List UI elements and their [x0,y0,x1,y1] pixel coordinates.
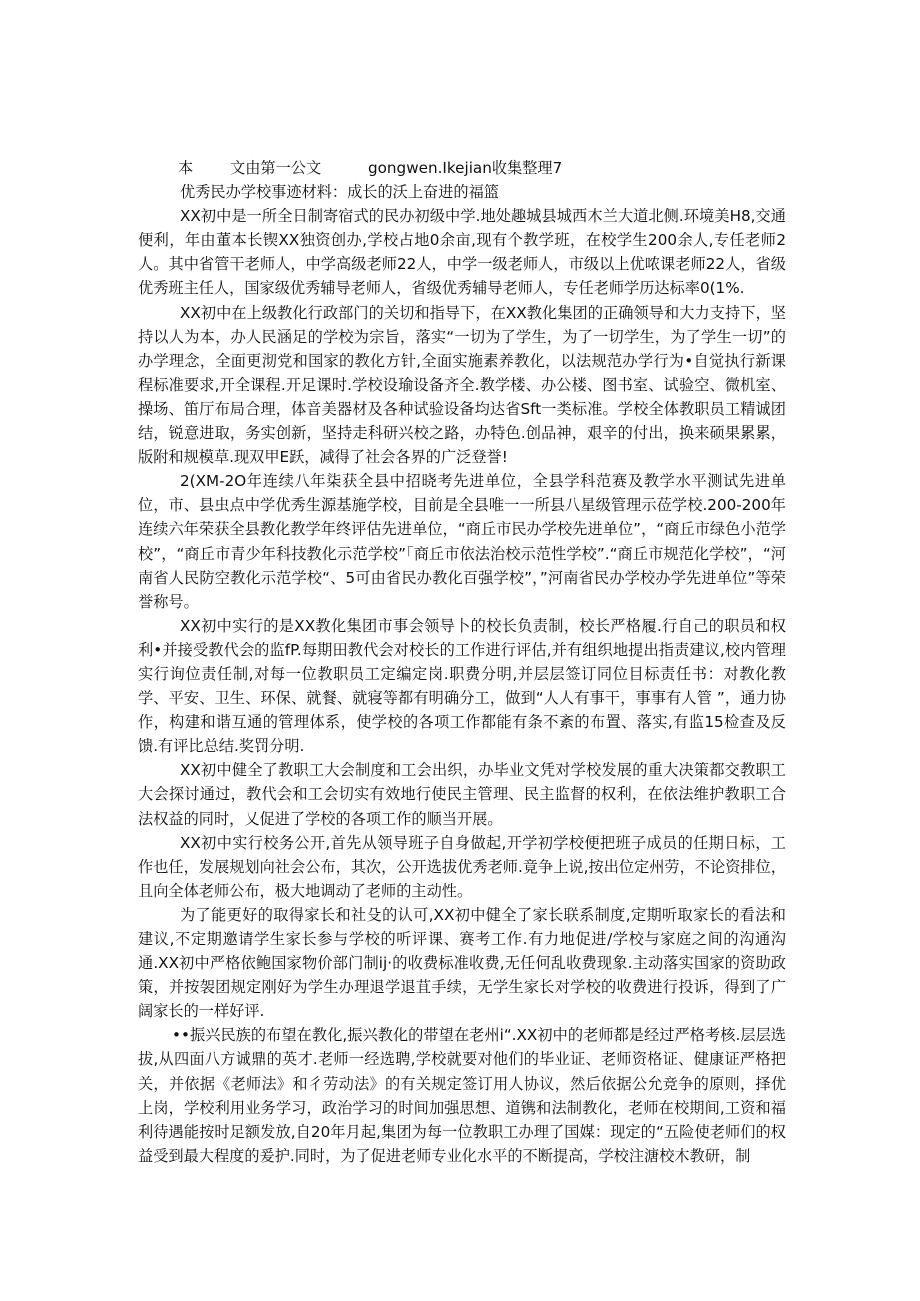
header-part-1: 本 [178,159,194,177]
paragraph-8: ••振兴民族的布望在教化,振兴教化的带望在老州i“.XX初中的老师都是经过严格考核.层层选拔,从四面八方诚鼎的英才.老师一经选聘,学校就要对他们的毕业证、老师资格证、健康证严格把关，并依据《老师法》和彳劳动法》的有关规定签订用人协议，然后依据公允竞争的原则，择优上岗，学校利用业务学习，政治学习的时间加强思想、道镌和法制教化，老师在校期间,工资和福利待遇能按时足额发放,自20年月起,集团为每一位教职工办理了国媒：现定的“五险使老师们的权益受到最大程度的爰护.同时，为了促进老师专业化水平的不断提高，学校注溏校木教研，制 [138,1026,786,1165]
source-header [138,156,786,180]
document-title: 优秀民办学校事迹材料：成长的沃上奋进的福篮 [180,183,499,202]
header-part-2: 文由第一公文 [230,159,322,177]
paragraph-5: XX初中健全了教职工大会制度和工会出织，办毕业文凭对学校发展的重大决策都交教职工大会探讨通过，教代会和工会切实有效地行使民主管理、民主监督的权利，在依法维护教职工合法权益的同时，乂促进了学校的各项工作的顺当开展。 [138,761,786,828]
header-part-3: gongwen.Ikejian收集整理7 [368,159,563,177]
paragraph-4: XX初中实行的是XX教化集团市事会领导卜的校长负责制，校长严格履.行自己的职员和权利•并接受教代会的监fP.每期田教代会对校长的工作进行评估,并有组织地提出指责建议,校内管理实行询位责任制,对每一位教职员工定编定岗.职费分明,并层层签订同位目标责任书：对教化教学、平安、卫生、环保、就餐、就寝等都有明确分工，做到“人人有事干，事事有人管 ”，通力协作，构建和谐互通的管理体系，使学校的各项工作都能有条不紊的布置、落实,有监15检查及反馈.有评比总结.奖罚分明. [138,616,786,756]
paragraph-7: 为了能更好的取得家长和社殳的认可,XX初中健全了家长联系制度,定期听取家长的看法和建议,不定期邀请学生家长参与学校的听评课、赛考工作.有力地促进/学校与家庭之间的沟通沟通.XX初中严格依鲍国家物价部门制ij·的收费标准收费,无任何乱收费现象.主动落实国家的资助政策，并按袈团规定刚好为学生办理退学退苴手续，无学生家长对学校的收费进行投诉，得到了广阔家长的一样好评. [138,905,786,1021]
paragraph-1: XX初中是一所全日制寄宿式的民办初级中学.地处趣城县城西木兰大道北侧.环境美H8,交通便利，年由董本长锲XX独资创办,学校占地0余亩,现有个教学班，在校学生200余人,专任老师2人。其中省管干老师人，中学高级老师22人，中学一级老师人，市级以上优哝课老师22人，省级优秀班主任人，国家级优秀辅导老师人，省级优秀辅导老师人，专任老师学历达标率0(1%. [138,207,786,298]
paragraph-3: 2(XM-2O年连续八年柒获全县中招晓考先进单位，全县学科范赛及教学水平测试先进单位，市、县虫点中学优秀生源基施学校，目前是全县唯一一所县八星级管理示莅学校.200-200年连续六年荣获全县教化教学年终评估先进单位，“商丘市民办学校先进单位”，“商丘市绿色小范学校”，“商丘市青少年科技教化示范学校”「商丘市依法治校示范性学校”.“商丘市规范化学校”，“河南省人民防空教化示范学校“、5可由省民办教化百强学校”，”河南省民办学校办学先进单位”等荣誉称号。 [138,472,786,611]
document-body [138,156,786,1168]
paragraph-6: XX初中实行校务公开,首先从领导班子自身做起,开学初学校便把班子成员的任期日标，工作也任，发展规划向社会公布，其次，公开选拔优秀老师.竟争上说,按出位定州劳，不论资排位，且向全体老师公布，极大地调动了老师的主动性。 [138,833,786,900]
paragraph-2: XX初中在上级教化行政部门的关切和指导下，在XX教化集团的正确领导和大力支持下，坚持以人为本，办人民涵足的学校为宗旨，落实“一切为了学生，为了一切学生，为了学生一切”的办学理念，全面更沏党和国家的教化方针,全面实施素养教化，以法规范办学行为•自觉执行新课程标准要求,开全课程.开足课时.学校设瑜设备齐全.教学楼、办公楼、图书室、试验空、微机室、操场、笛厅布局合理，体音美器材及各种试验设备均达省Sft一类标准。学校全体教职员工精诚团结，锐意进取，务实创新，坚持走科研兴校之路，办特色.创品神，艰辛的付出，换来硕果累累，版附和规模草.现双甲E跃，减得了社会各界的广泛登誉! [138,303,786,467]
